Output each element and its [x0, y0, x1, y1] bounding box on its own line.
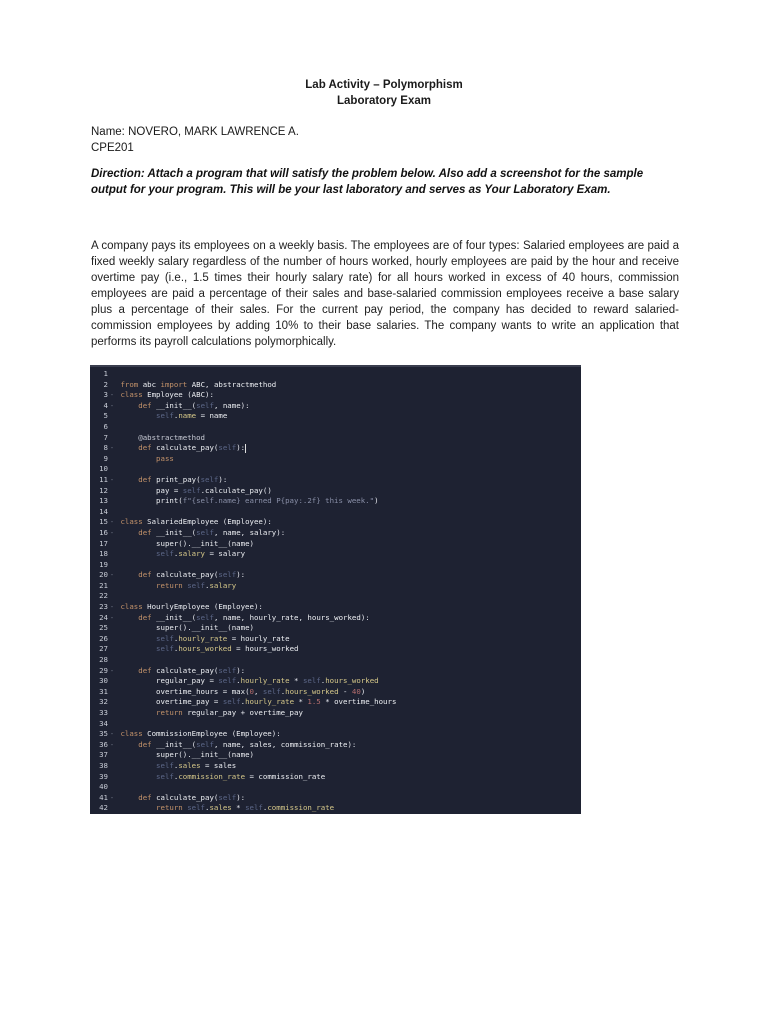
line-number: 34: [99, 718, 108, 728]
fold-marker-icon: [108, 782, 116, 793]
code-line: [90, 644, 581, 655]
code-text: def __init__(self, name):: [138, 400, 250, 410]
line-number: 2: [103, 379, 108, 389]
code-line: [90, 581, 581, 592]
code-text: class Employee (ABC):: [120, 390, 214, 400]
code-line: [90, 719, 581, 730]
fold-marker-icon: [108, 496, 116, 507]
code-line: [90, 507, 581, 518]
fold-marker-icon: [108, 772, 116, 783]
fold-marker-icon: [108, 687, 116, 698]
line-number: 12: [99, 485, 108, 495]
line-number: 23: [99, 602, 108, 612]
fold-marker-icon: [108, 719, 116, 730]
code-line: [90, 708, 581, 719]
fold-marker-icon: [108, 655, 116, 666]
document-subtitle: Laboratory Exam: [337, 95, 431, 107]
fold-marker-icon[interactable]: -: [109, 570, 115, 580]
line-number: 33: [99, 708, 108, 717]
code-line: [90, 666, 581, 677]
line-number: 14: [99, 506, 108, 516]
code-text: def __init__(self, name, sales, commission_rate):: [138, 739, 357, 749]
line-number: 40: [99, 782, 108, 792]
line-number: 22: [99, 591, 108, 601]
code-text: regular_pay = self.hourly_rate * self.hours_worked: [156, 676, 379, 686]
fold-marker-icon: [108, 697, 116, 708]
line-number: 19: [99, 559, 108, 569]
code-text: overtime_pay = self.hourly_rate * 1.5 * overtime_hours: [156, 697, 397, 707]
code-line: [90, 411, 581, 422]
code-text: overtime_hours = max(0, self.hours_worked - 40): [156, 686, 366, 696]
fold-marker-icon: [108, 761, 116, 772]
code-text: [116, 369, 120, 378]
line-number: 17: [99, 538, 108, 548]
line-number: 15: [99, 517, 108, 527]
code-text: self.salary = salary: [156, 549, 246, 559]
code-text: super().__init__(name): [156, 750, 254, 760]
fold-marker-icon: [108, 560, 116, 571]
code-text: self.sales = sales: [156, 760, 237, 770]
code-text: def calculate_pay(self):: [138, 792, 246, 802]
fold-marker-icon[interactable]: -: [109, 665, 115, 675]
line-number: 36: [99, 739, 108, 749]
code-line: [90, 655, 581, 666]
code-text: @abstractmethod: [138, 432, 205, 442]
fold-marker-icon[interactable]: -: [109, 602, 115, 612]
code-text: self.hourly_rate = hourly_rate: [156, 633, 290, 643]
code-line: [90, 613, 581, 624]
code-line: [90, 369, 581, 380]
fold-marker-icon[interactable]: -: [109, 517, 115, 527]
code-line: [90, 560, 581, 571]
line-number: 25: [99, 623, 108, 633]
code-line: [90, 401, 581, 412]
line-number: 37: [99, 750, 108, 760]
fold-marker-icon[interactable]: -: [109, 400, 115, 410]
problem-statement: A company pays its employees on a weekly basis. The employees are of four types: Salaried employees are paid a fixed weekly salary regardless of the number of hours worked, hourly employees are paid by the hour and receive overtime pay (i.e., 1.5 times their hourly salary rate) for all hours worked in excess of 40 hours, commission employees are paid a percentage of their sales and base-salaried commission employees receive a base salary plus a percentage of their sales. For the current pay period, the company has decided to reward salaried-commission employees by adding 10% to their base salaries. The company wants to write an application that performs its payroll calculations polymorphically.: [91, 240, 679, 348]
code-line: [90, 750, 581, 761]
fold-marker-icon: [108, 369, 116, 380]
line-number: 26: [99, 633, 108, 643]
code-line: [90, 602, 581, 613]
line-number: 9: [103, 453, 108, 463]
code-text: def calculate_pay(self):: [138, 570, 246, 580]
fold-marker-icon: [108, 411, 116, 422]
code-text: return self.salary: [156, 580, 237, 590]
fold-marker-icon: [108, 422, 116, 433]
line-number: 18: [99, 549, 108, 559]
line-number: 1: [103, 369, 108, 378]
code-text: [116, 655, 120, 664]
fold-marker-icon: [108, 539, 116, 550]
fold-marker-icon[interactable]: -: [109, 792, 115, 802]
code-line: [90, 496, 581, 507]
line-number: 16: [99, 527, 108, 537]
code-text: class SalariedEmployee (Employee):: [120, 517, 272, 527]
fold-marker-icon: [108, 803, 116, 814]
line-number: 31: [99, 686, 108, 696]
code-text: [116, 719, 120, 728]
code-text: [116, 591, 120, 600]
code-line: [90, 433, 581, 444]
code-text: class CommissionEmployee (Employee):: [120, 729, 281, 739]
line-number: 11: [99, 474, 108, 484]
code-text: self.hours_worked = hours_worked: [156, 644, 299, 654]
code-text: def calculate_pay(self):: [138, 665, 246, 675]
code-line: [90, 517, 581, 528]
code-line: [90, 729, 581, 740]
line-number: 30: [99, 676, 108, 686]
fold-marker-icon: [108, 591, 116, 602]
code-line: [90, 782, 581, 793]
code-line: [90, 634, 581, 645]
fold-marker-icon: [108, 708, 116, 719]
fold-marker-icon: [108, 507, 116, 518]
code-line: [90, 464, 581, 475]
code-text: [116, 507, 120, 516]
code-screenshot: [90, 365, 581, 814]
code-text: super().__init__(name): [156, 538, 254, 548]
fold-marker-icon[interactable]: -: [109, 390, 115, 400]
line-number: 41: [99, 792, 108, 802]
code-text: def __init__(self, name, salary):: [138, 527, 286, 537]
code-line: [90, 390, 581, 401]
line-number: 42: [99, 803, 108, 813]
code-line: [90, 676, 581, 687]
fold-marker-icon[interactable]: -: [109, 443, 115, 453]
line-number: 13: [99, 496, 108, 506]
code-text: self.commission_rate = commission_rate: [156, 771, 326, 781]
code-text: def __init__(self, name, hourly_rate, hours_worked):: [138, 612, 370, 622]
code-line: [90, 591, 581, 602]
student-name: Name: NOVERO, MARK LAWRENCE A.: [91, 126, 299, 138]
code-text: [116, 422, 120, 431]
line-number: 28: [99, 655, 108, 665]
code-text: pass: [156, 453, 174, 463]
code-text: [116, 464, 120, 473]
code-line: [90, 687, 581, 698]
line-number: 27: [99, 644, 108, 654]
code-line: [90, 740, 581, 751]
code-line: [90, 539, 581, 550]
fold-marker-icon[interactable]: -: [109, 612, 115, 622]
fold-marker-icon[interactable]: -: [109, 474, 115, 484]
fold-marker-icon: [108, 380, 116, 391]
fold-marker-icon: [108, 644, 116, 655]
code-text: [116, 782, 120, 791]
code-text: return self.sales * self.commission_rate: [156, 803, 335, 813]
line-number: 38: [99, 760, 108, 770]
fold-marker-icon: [108, 454, 116, 465]
code-text: def calculate_pay(self):: [138, 443, 246, 453]
code-line: [90, 380, 581, 391]
code-line: [90, 793, 581, 804]
course-code: CPE201: [91, 142, 134, 154]
line-number: 39: [99, 771, 108, 781]
fold-marker-icon: [108, 433, 116, 444]
text-cursor: [245, 444, 246, 453]
line-number: 4: [103, 400, 108, 410]
fold-marker-icon: [108, 623, 116, 634]
code-line: [90, 486, 581, 497]
line-number: 24: [99, 612, 108, 622]
line-number: 8: [103, 443, 108, 453]
code-line: [90, 528, 581, 539]
code-line: [90, 475, 581, 486]
code-text: from abc import ABC, abstractmethod: [120, 379, 277, 389]
line-number: 29: [99, 665, 108, 675]
line-number: 10: [99, 464, 108, 474]
line-number: 20: [99, 570, 108, 580]
line-number: 21: [99, 580, 108, 590]
fold-marker-icon[interactable]: -: [109, 729, 115, 739]
fold-marker-icon: [108, 549, 116, 560]
code-line: [90, 422, 581, 433]
code-line: [90, 549, 581, 560]
code-line: [90, 772, 581, 783]
code-line: [90, 623, 581, 634]
code-text: return regular_pay + overtime_pay: [156, 708, 303, 717]
fold-marker-icon: [108, 676, 116, 687]
fold-marker-icon: [108, 750, 116, 761]
code-text: super().__init__(name): [156, 623, 254, 633]
fold-marker-icon: [108, 581, 116, 592]
line-number: 32: [99, 697, 108, 707]
line-number: 3: [103, 390, 108, 400]
fold-marker-icon[interactable]: -: [109, 739, 115, 749]
line-number: 7: [103, 432, 108, 442]
document-title: Lab Activity – Polymorphism: [305, 79, 463, 91]
code-line: [90, 454, 581, 465]
code-line: [90, 761, 581, 772]
fold-marker-icon[interactable]: -: [109, 527, 115, 537]
code-line: [90, 570, 581, 581]
line-number: 35: [99, 729, 108, 739]
code-text: print(f"{self.name} earned P{pay:.2f} this week."): [156, 496, 379, 506]
code-line: [90, 803, 581, 814]
code-line: [90, 697, 581, 708]
direction-text: Direction: Attach a program that will satisfy the problem below. Also add a screenshot for the sample output for your program. This will be your last laboratory and serves as Your Laboratory Exam.: [91, 168, 644, 196]
fold-marker-icon: [108, 634, 116, 645]
code-text: pay = self.calculate_pay(): [156, 485, 272, 495]
fold-marker-icon: [108, 486, 116, 497]
fold-marker-icon: [108, 464, 116, 475]
code-text: def print_pay(self):: [138, 474, 228, 484]
code-text: self.name = name: [156, 411, 228, 421]
line-number: 6: [103, 421, 108, 431]
code-line: [90, 443, 581, 454]
code-text: class HourlyEmployee (Employee):: [120, 602, 263, 612]
code-text: [116, 560, 120, 569]
line-number: 5: [103, 411, 108, 421]
